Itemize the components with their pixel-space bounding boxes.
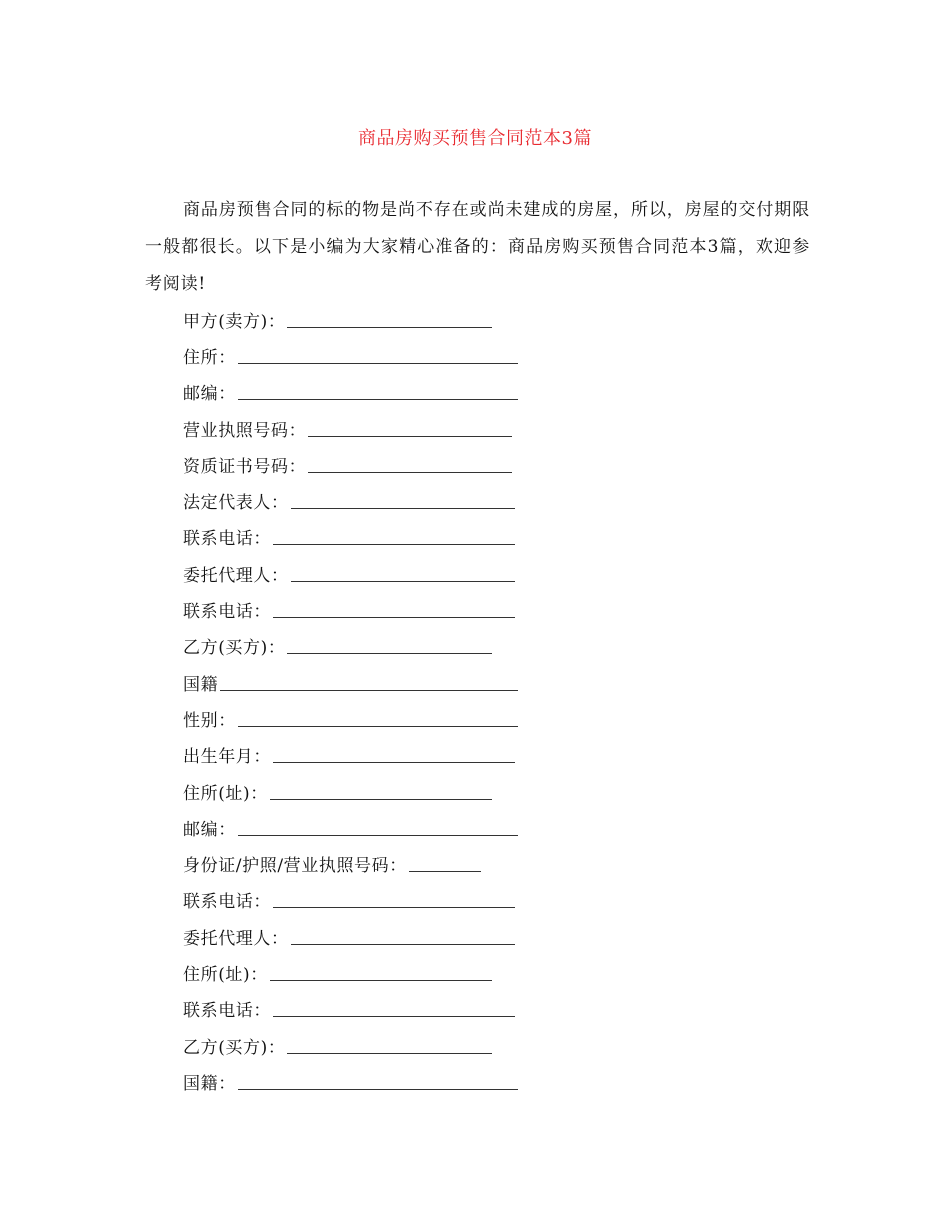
blank-line [238,399,518,400]
field-label: 委托代理人： [183,565,289,586]
document-title: 商品房购买预售合同范本3篇 [358,128,592,149]
field-label: 委托代理人： [183,928,289,949]
field-row [183,591,583,627]
field-row [183,954,583,990]
field-row [183,446,583,482]
field-row [183,773,583,809]
blank-line [308,436,512,437]
field-row [183,882,583,918]
field-label: 住所(址)： [183,783,268,804]
field-row [183,700,583,736]
field-row [183,664,583,700]
field-label: 邮编： [183,384,236,405]
field-label: 联系电话： [183,892,271,913]
field-row [183,991,583,1027]
field-row [183,555,583,591]
field-label: 乙方(买方)： [183,638,286,659]
field-label: 性别： [183,710,236,731]
blank-line [273,762,515,763]
field-row [183,519,583,555]
field-label: 甲方(卖方)： [183,311,286,332]
blank-line [220,690,518,691]
intro-paragraph: 商品房预售合同的标的物是尚不存在或尚未建成的房屋，所以，房屋的交付期限一般都很长。以下是小编为大家精心准备的：商品房购买预售合同范本3篇，欢迎参考阅读! [145,200,810,294]
blank-line [273,1016,515,1017]
field-label: 住所(址)： [183,964,268,985]
field-label: 联系电话： [183,529,271,550]
field-label: 出生年月： [183,747,271,768]
field-row [183,482,583,518]
field-label: 邮编： [183,819,236,840]
blank-line [270,799,492,800]
blank-line [308,472,512,473]
blank-line [273,617,515,618]
blank-line [273,544,515,545]
field-label: 国籍： [183,1073,236,1094]
field-label: 联系电话： [183,1001,271,1022]
field-label: 乙方(买方)： [183,1037,286,1058]
field-label: 国籍 [183,674,219,695]
field-label: 营业执照号码： [183,420,307,441]
blank-line [238,726,518,727]
contract-fields [183,301,583,1100]
field-row [183,410,583,446]
blank-line [238,1089,518,1090]
field-row [183,301,583,337]
field-row [183,1063,583,1099]
blank-line [273,907,515,908]
blank-line [291,581,515,582]
blank-line [238,363,518,364]
field-label: 联系电话： [183,602,271,623]
blank-line [287,327,492,328]
field-row [183,845,583,881]
field-label: 住所： [183,347,236,368]
field-row [183,337,583,373]
blank-line [291,508,515,509]
blank-line [238,835,518,836]
field-label: 身份证/护照/营业执照号码： [183,856,407,877]
field-row [183,809,583,845]
field-row [183,628,583,664]
field-label: 资质证书号码： [183,456,307,477]
field-row [183,737,583,773]
field-row [183,374,583,410]
blank-line [270,980,492,981]
field-label: 法定代表人： [183,493,289,514]
blank-line [409,871,481,872]
field-row [183,918,583,954]
blank-line [287,1053,492,1054]
field-row [183,1027,583,1063]
blank-line [291,944,515,945]
blank-line [287,653,492,654]
